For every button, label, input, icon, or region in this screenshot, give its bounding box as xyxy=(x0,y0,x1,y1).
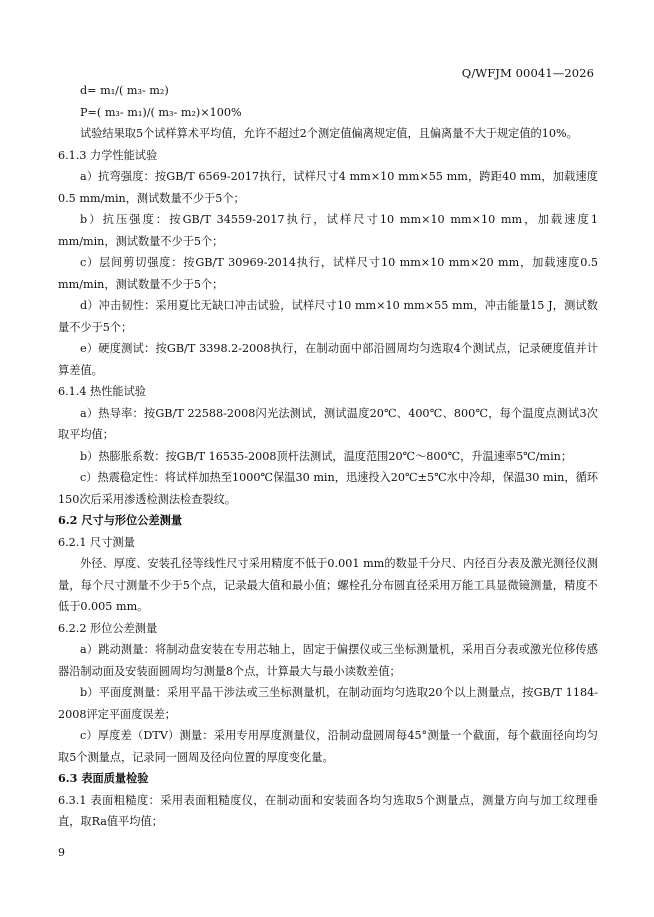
section-6-2-2-heading: 6.2.2 形位公差测量 xyxy=(58,621,158,635)
section-6-1-4-heading: 6.1.4 热性能试验 xyxy=(58,385,146,398)
section-6-2-1-heading: 6.2.1 尺寸测量 xyxy=(58,535,135,549)
mech-item-a: a）抗弯强度：按GB/T 6569-2017执行，试样尺寸4 mm×10 mm×55 mm，跨距40 mm，加载速度0.5 mm/min，测试数量不少于5个； xyxy=(58,170,598,205)
result-rule-paragraph: 试验结果取5个试样算术平均值，允许不超过2个测定值偏离规定值，且偏离量不大于规定值的10%。 xyxy=(80,127,578,140)
dimension-paragraph: 外径、厚度、安装孔径等线性尺寸采用精度不低于0.001 mm的数显千分尺、内径百分表及激光测径仪测量，每个尺寸测量不少于5个点，记录最大值和最小值；螺栓孔分布圆直径采用万能工具显微镜测量，精度不低于0.005 mm。 xyxy=(58,557,598,613)
standard-code: Q/WFJM 00041—2026 xyxy=(461,66,594,80)
mech-item-c: c）层间剪切强度：按GB/T 30969-2014执行，试样尺寸10 mm×10 mm×20 mm，加载速度0.5 mm/min，测试数量不少于5个； xyxy=(58,256,598,291)
therm-item-c: c）热震稳定性：将试样加热至1000℃保温30 min，迅速投入20℃±5℃水中冷却，保温30 min，循环150次后采用渗透检测法检查裂纹。 xyxy=(58,471,598,506)
formula-density: d= m₁/( m₃- m₂) xyxy=(80,84,169,97)
section-6-1-3-heading: 6.1.3 力学性能试验 xyxy=(58,148,158,162)
tolerance-item-c: c）厚度差（DTV）测量：采用专用厚度测量仪，沿制动盘圆周每45°测量一个截面，每个截面径向均匀取5个测量点，记录同一圆周及径向位置的厚度变化量。 xyxy=(58,729,598,764)
tolerance-item-b: b）平面度测量：采用平晶干涉法或三坐标测量机，在制动面均匀选取20个以上测量点，按GB/T 1184-2008评定平面度误差； xyxy=(58,686,598,721)
formula-porosity: P=( m₃- m₁)/( m₃- m₂)×100% xyxy=(80,105,242,119)
mech-item-b: b）抗压强度：按GB/T 34559-2017执行，试样尺寸10 mm×10 mm×10 mm，加载速度1 mm/min，测试数量不少于5个； xyxy=(58,213,598,248)
page-content xyxy=(58,80,598,833)
page-number: 9 xyxy=(58,846,65,859)
section-6-3-heading: 6.3 表面质量检验 xyxy=(58,771,149,785)
section-6-3-1-paragraph: 6.3.1 表面粗糙度：采用表面粗糙度仪，在制动面和安装面各均匀选取5个测量点，测量方向与加工纹理垂直，取Ra值平均值； xyxy=(58,793,598,828)
therm-item-a: a）热导率：按GB/T 22588-2008闪光法测试，测试温度20℃、400℃、800℃，每个温度点测试3次取平均值； xyxy=(58,406,598,441)
tolerance-item-a: a）跳动测量：将制动盘安装在专用芯轴上，固定于偏摆仪或三坐标测量机，采用百分表或激光位移传感器沿制动面及安装面圆周均匀测量8个点，计算最大与最小读数差值； xyxy=(58,643,598,678)
mech-item-e: e）硬度测试：按GB/T 3398.2-2008执行，在制动面中部沿圆周均匀选取4个测试点，记录硬度值并计算差值。 xyxy=(58,342,598,377)
therm-item-b: b）热膨胀系数：按GB/T 16535-2008顶杆法测试，温度范围20℃～800℃，升温速率5℃/min； xyxy=(80,449,573,463)
mech-item-d: d）冲击韧性：采用夏比无缺口冲击试验，试样尺寸10 mm×10 mm×55 mm，冲击能量15 J，测试数量不少于5个； xyxy=(58,299,598,334)
section-6-2-heading: 6.2 尺寸与形位公差测量 xyxy=(58,513,183,527)
